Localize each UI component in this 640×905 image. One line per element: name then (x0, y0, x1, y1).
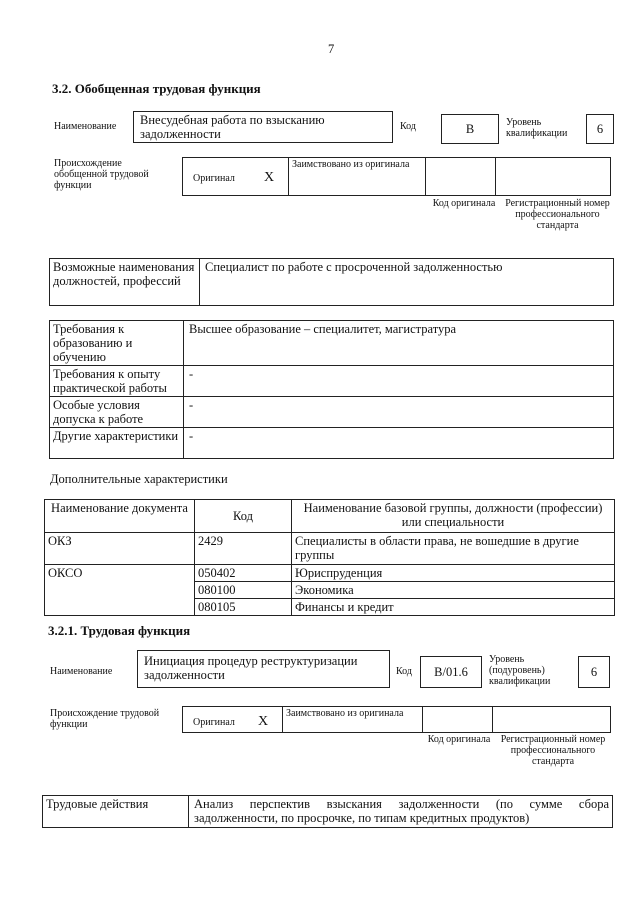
level-label: Уровень квалификации (506, 117, 568, 139)
col-header-code: Код (195, 500, 292, 533)
tf-code-value-box (420, 656, 482, 688)
row-code: 080105 (195, 599, 292, 616)
req-value: Высшее образование – специалитет, магистратура (184, 321, 614, 366)
row-doc: ОКСО (45, 565, 195, 616)
row-name: Финансы и кредит (292, 599, 615, 616)
code-value-box (441, 114, 499, 144)
additional-table (44, 499, 615, 616)
col-header-doc: Наименование документа (45, 500, 195, 533)
tf-original-label: Оригинал (193, 717, 235, 728)
tf-code-value: B/01.6 (434, 665, 468, 679)
code-value: В (465, 122, 475, 136)
name-value-box (133, 111, 393, 143)
req-value: - (184, 428, 614, 459)
borrowed-label: Заимствовано из оригинала (292, 159, 410, 170)
level-value: 6 (596, 122, 604, 136)
tf-name-label: Наименование (50, 666, 113, 677)
name-label: Наименование (54, 121, 117, 132)
tf-origin-label: Происхождение трудовой функции (50, 708, 160, 730)
req-label: Требования к опыту практической работы (50, 366, 184, 397)
positions-value: Специалист по работе с просроченной задолженностью (200, 259, 614, 306)
actions-table (42, 795, 613, 828)
row-doc: ОКЗ (45, 533, 195, 565)
req-label: Особые условия допуска к работе (50, 397, 184, 428)
req-label: Требования к образованию и обучению (50, 321, 184, 366)
row-name: Экономика (292, 582, 615, 599)
code-label: Код (400, 121, 416, 132)
reg-number-label: Регистрационный номер профессионального стандарта (505, 198, 610, 231)
col-header-name: Наименование базовой группы, должности (профессии) или специальности (292, 500, 615, 533)
row-name: Юриспруденция (292, 565, 615, 582)
page-number: 7 (328, 42, 335, 56)
row-code: 2429 (195, 533, 292, 565)
tf-name-value: Инициация процедур реструктуризации задолженности (144, 654, 358, 682)
tf-level-value-box (578, 656, 610, 688)
row-code: 050402 (195, 565, 292, 582)
original-label: Оригинал (193, 173, 235, 184)
positions-table (49, 258, 614, 306)
actions-line2: задолженности, по просрочке, по типам кредитных продуктов) (194, 811, 530, 825)
tf-level-label: Уровень (подуровень) квалификации (489, 654, 551, 687)
req-label: Другие характеристики (50, 428, 184, 459)
tf-level-value: 6 (590, 665, 598, 679)
origin-table (182, 157, 611, 196)
row-name: Специалисты в области права, не вошедшие в другие группы (292, 533, 615, 565)
original-mark: X (264, 170, 275, 185)
actions-label: Трудовые действия (43, 796, 189, 828)
req-value: - (184, 366, 614, 397)
code-original-label: Код оригинала (432, 198, 496, 209)
requirements-table (49, 320, 614, 459)
level-value-box (586, 114, 614, 144)
tf-code-label: Код (396, 666, 412, 677)
tf-borrowed-label: Заимствовано из оригинала (286, 708, 404, 719)
tf-reg-number-label: Регистрационный номер профессионального стандарта (500, 734, 606, 767)
row-code: 080100 (195, 582, 292, 599)
tf-code-original-label: Код оригинала (427, 734, 491, 745)
additional-heading: Дополнительные характеристики (50, 472, 228, 486)
subsection-heading: 3.2.1. Трудовая функция (48, 623, 191, 638)
table-row (45, 565, 615, 582)
req-value: - (184, 397, 614, 428)
actions-line1: Анализ перспектив взыскания задолженности (по сумме сбора (194, 797, 609, 811)
tf-original-mark: X (258, 714, 269, 729)
origin-label: Происхождение обобщенной трудовой функции (54, 158, 149, 191)
positions-label: Возможные наименования должностей, профессий (50, 259, 200, 306)
tf-origin-table (182, 706, 611, 733)
table-row (45, 533, 615, 565)
section-heading: 3.2. Обобщенная трудовая функция (52, 81, 261, 96)
name-value: Внесудебная работа по взысканию задолженности (140, 113, 325, 141)
tf-name-value-box (137, 650, 390, 688)
